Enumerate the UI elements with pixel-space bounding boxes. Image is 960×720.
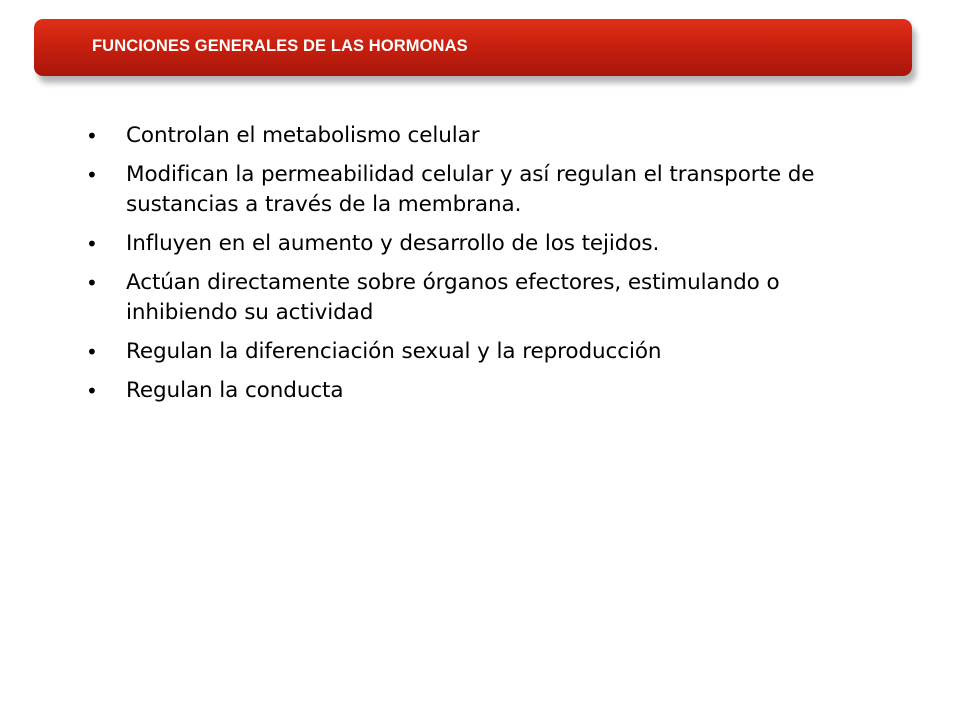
bullet-item-tejidos	[86, 229, 846, 259]
bullet-text: Actúan directamente sobre órganos efectores, estimulando o inhibiendo su actividad	[126, 270, 780, 325]
bullet-text: Influyen en el aumento y desarrollo de los tejidos.	[126, 231, 660, 256]
title-bar	[34, 19, 912, 76]
slide-title: FUNCIONES GENERALES DE LAS HORMONAS	[92, 37, 468, 55]
bullet-text: Regulan la diferenciación sexual y la reproducción	[126, 339, 662, 364]
bullet-icon: •	[86, 124, 98, 148]
bullet-icon: •	[86, 340, 98, 364]
bullet-icon: •	[86, 232, 98, 256]
bullet-item-permeabilidad	[86, 160, 846, 220]
bullet-icon: •	[86, 163, 98, 187]
bullet-icon: •	[86, 379, 98, 403]
bullet-text: Controlan el metabolismo celular	[126, 123, 480, 148]
bullet-item-sexual	[86, 337, 846, 367]
bullet-icon: •	[86, 271, 98, 295]
bullet-text: Modifican la permeabilidad celular y así regulan el transporte de sustancias a través de la membrana.	[126, 162, 815, 217]
bullet-list	[86, 121, 846, 415]
bullet-text: Regulan la conducta	[126, 378, 344, 403]
bullet-item-metabolismo	[86, 121, 846, 151]
bullet-item-organos	[86, 268, 846, 328]
bullet-item-conducta	[86, 376, 846, 406]
